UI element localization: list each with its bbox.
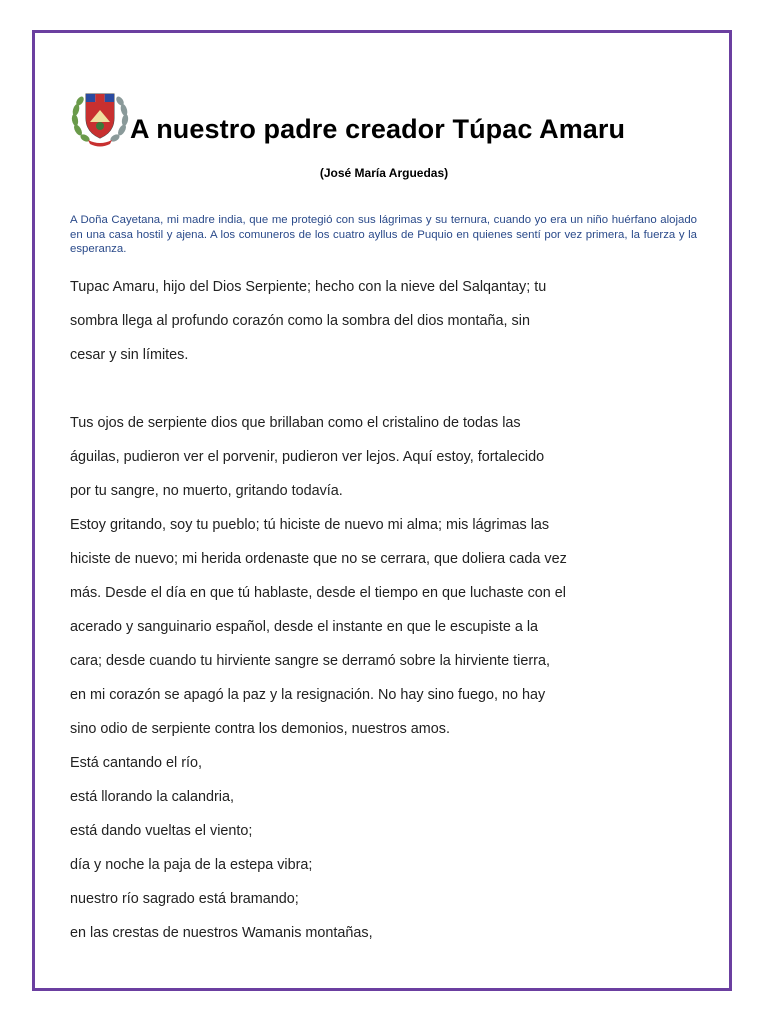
text-line: Estoy gritando, soy tu pueblo; tú hiciste de nuevo mi alma; mis lágrimas las <box>70 517 550 533</box>
text-line: en mi corazón se apagó la paz y la resignación. No hay sino fuego, no hay <box>70 687 546 703</box>
text-line: por tu sangre, no muerto, gritando todavía. <box>70 483 343 499</box>
text-line: sombra llega al profundo corazón como la sombra del dios montaña, sin <box>70 313 530 329</box>
text-line: acerado y sanguinario español, desde el instante en que le escupiste a la <box>70 619 539 635</box>
coat-of-arms-icon <box>70 86 130 150</box>
document-author: (José María Arguedas) <box>319 166 449 180</box>
dedication-paragraph: A Doña Cayetana, mi madre india, que me protegió con sus lágrimas y su ternura, cuando yo era un niño huérfano alojado en una casa hostil y ajena. A los comuneros de los cuatro ayllus de Puquio en quienes sentí por vez primera, la fuerza y la esperanza. <box>70 214 697 255</box>
text-line: está dando vueltas el viento; <box>70 823 253 839</box>
text-line: cara; desde cuando tu hirviente sangre se derramó sobre la hirviente tierra, <box>70 653 550 669</box>
text-line: nuestro río sagrado está bramando; <box>70 891 299 907</box>
text-line: sino odio de serpiente contra los demonios, nuestros amos. <box>70 721 450 737</box>
text-line: cesar y sin límites. <box>70 347 189 363</box>
text-line: águilas, pudieron ver el porvenir, pudieron ver lejos. Aquí estoy, fortalecido <box>70 449 545 465</box>
text-line: en las crestas de nuestros Wamanis montañas, <box>70 925 373 941</box>
text-line: más. Desde el día en que tú hablaste, desde el tiempo en que luchaste con el <box>70 585 567 601</box>
text-line: Está cantando el río, <box>70 755 202 771</box>
poem-body <box>70 270 630 950</box>
text-line: Tus ojos de serpiente dios que brillaban como el cristalino de todas las <box>70 415 521 431</box>
text-line: Tupac Amaru, hijo del Dios Serpiente; hecho con la nieve del Salqantay; tu <box>70 279 547 295</box>
blank-line <box>70 372 630 406</box>
text-line: día y noche la paja de la estepa vibra; <box>70 857 313 873</box>
text-line: está llorando la calandria, <box>70 789 234 805</box>
document-title: A nuestro padre creador Túpac Amaru <box>130 114 626 144</box>
text-line: hiciste de nuevo; mi herida ordenaste que no se cerrara, que doliera cada vez <box>70 551 567 567</box>
